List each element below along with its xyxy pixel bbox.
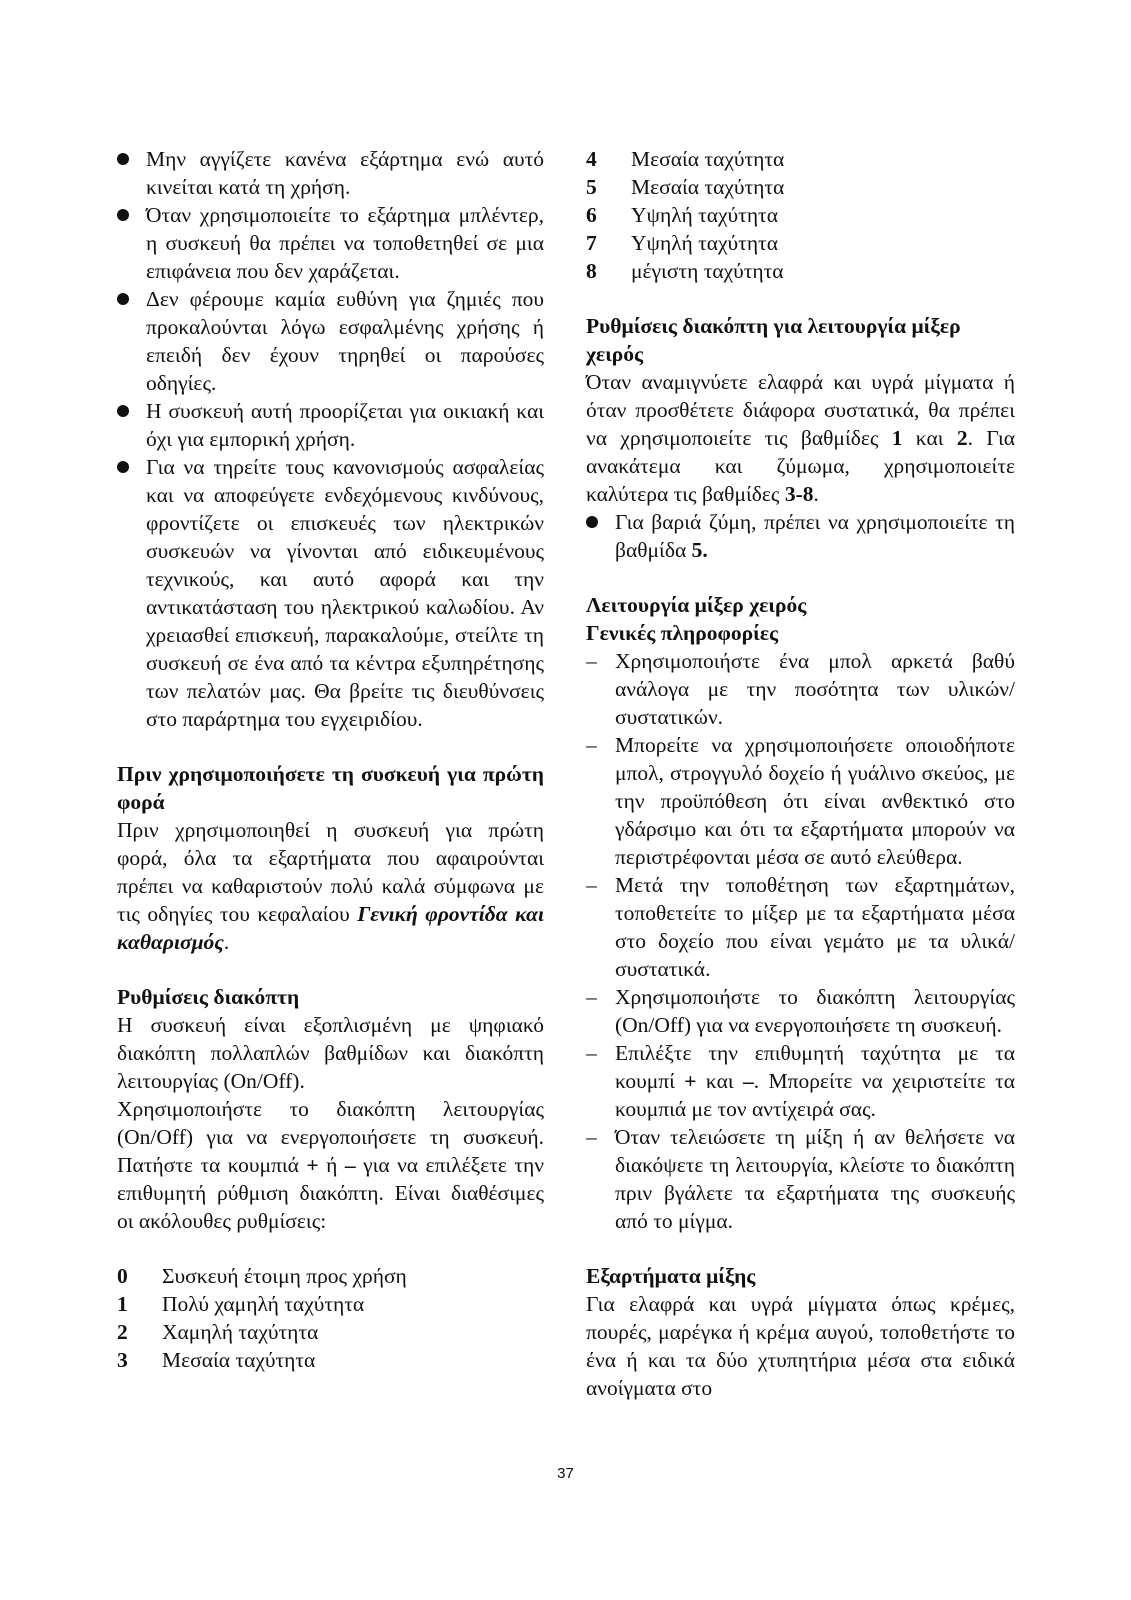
speed-setting: 6 Υψηλή ταχύτητα [586, 203, 778, 227]
dash-icon: – [586, 733, 597, 757]
bullet-dot-icon [117, 461, 129, 473]
speed-settings-list [117, 1262, 544, 1374]
bullet-item: Για να τηρείτε τους κανονισμούς ασφαλείας και να αποφεύγετε ενδεχόμενους κινδύνους, φροντίζετε οι επισκευές των ηλεκτρικών συσκευών να γίνονται από ειδικευμένους τεχνικούς, και αυτό αφορά και την αντικατάσταση του ηλεκτρικού καλωδίου. Αν χρειασθεί επισκευή, παρακαλούμε, στείλτε τη συσκευή σε ένα από τα κέντρα εξυπηρέτησης των πελατών μας. Θα βρείτε τις διευθύνσεις στο παράρτημα του εγχειριδίου. [117, 453, 544, 733]
bullet-item: Δεν φέρουμε καμία ευθύνη για ζημιές που προκαλούνται λόγω εσφαλμένης χρήσης ή επειδή δεν έχουν τηρηθεί οι παρούσες οδηγίες. [117, 285, 544, 397]
right-column [586, 145, 1015, 1402]
speed-settings-list-continued [586, 145, 1015, 285]
dash-icon: – [586, 1125, 597, 1149]
list-item: – Όταν τελειώσετε τη μίξη ή αν θελήσετε να διακόψετε τη λειτουργία, κλείστε το διακόπτη πριν βγάλετε τα εξαρτήματα της συσκευής από το μίγμα. [586, 1125, 1015, 1233]
bullet-item: Για βαριά ζύμη, πρέπει να χρησιμοποιείτε τη βαθμίδα 5. [586, 508, 1015, 564]
list-item: – Χρησιμοποιήστε το διακόπτη λειτουργίας (On/Off) για να ενεργοποιήσετε τη συσκευή. [586, 985, 1015, 1037]
speed-setting: 0 Συσκευή έτοιμη προς χρήση [117, 1264, 407, 1288]
bullet-dot-icon [117, 153, 129, 165]
dash-icon: – [586, 1041, 597, 1065]
chapter-reference: Γενική φροντίδα και καθαρισμός [117, 902, 544, 954]
bullet-dot-icon [117, 405, 129, 417]
list-item: – Χρησιμοποιήστε ένα μπολ αρκετά βαθύ ανάλογα με την ποσότητα των υλικών/συστατικών. [586, 649, 1015, 729]
operation-list [586, 647, 1015, 1235]
safety-bullets [117, 145, 544, 733]
first-use-heading: Πριν χρησιμοποιήσετε τη συσκευή για πρώτη φορά [117, 762, 544, 814]
list-item: – Μπορείτε να χρησιμοποιήσετε οποιοδήποτε μπολ, στρογγυλό δοχείο ή γυάλινο σκεύος, με την προϋπόθεση ότι είναι ανθεκτικό στο γδάρσιμο και ότι τα εξαρτήματα μπορούν να περιστρέφονται μέσα σε αυτό ελεύθερα. [586, 733, 1015, 869]
bullet-item: Μην αγγίζετε κανένα εξάρτημα ενώ αυτό κινείται κατά τη χρήση. [117, 145, 544, 201]
dash-icon: – [586, 985, 597, 1009]
left-column [117, 145, 544, 1374]
dash-icon: – [586, 649, 597, 673]
speed-setting: 2 Χαμηλή ταχύτητα [117, 1320, 319, 1344]
mixer-settings-heading: Ρυθμίσεις διακόπτη για λειτουργία μίξερ χειρός [586, 314, 961, 366]
bullet-item: Όταν χρησιμοποιείτε το εξάρτημα μπλέντερ, η συσκευή θα πρέπει να τοποθετηθεί σε μια επιφάνεια που δεν χαράζεται. [117, 201, 544, 285]
speed-setting: 4 Μεσαία ταχύτητα [586, 147, 785, 171]
bullet-dot-icon [586, 516, 598, 528]
bullet-dot-icon [117, 209, 129, 221]
heavy-dough-bullet [586, 508, 1015, 564]
speed-setting: 8 μέγιστη ταχύτητα [586, 259, 784, 283]
general-info-heading: Γενικές πληροφορίες [586, 621, 779, 645]
list-item: – Μετά την τοποθέτηση των εξαρτημάτων, τοποθετείτε το μίξερ με τα εξαρτήματα μέσα στο δοχείο που είναι γεμάτο με τα υλικά/συστατικά. [586, 873, 1015, 981]
speed-setting: 1 Πολύ χαμηλή ταχύτητα [117, 1292, 365, 1316]
accessories-heading: Εξαρτήματα μίξης [586, 1264, 756, 1288]
switch-settings-heading: Ρυθμίσεις διακόπτη [117, 985, 300, 1009]
speed-setting: 7 Υψηλή ταχύτητα [586, 231, 778, 255]
bullet-dot-icon [117, 293, 129, 305]
accessories-paragraph: Για ελαφρά και υγρά μίγματα όπως κρέμες, πουρές, μαρέγκα ή κρέμα αυγού, τοποθετήστε το ένα ή και τα δύο χτυπητήρια μέσα στα ειδικά ανοίγματα στο [586, 1292, 1015, 1400]
first-use-paragraph: Πριν χρησιμοποιηθεί η συσκευή για πρώτη φορά, όλα τα εξαρτήματα που αφαιρούνται πρέπει να καθαριστούν πολύ καλά σύμφωνα με τις οδηγίες του κεφαλαίου Γενική φροντίδα και καθαρισμός. [117, 818, 544, 954]
switch-paragraph-2: Χρησιμοποιήστε το διακόπτη λειτουργίας (On/Off) για να ενεργοποιήσετε τη συσκευή. Πατήστε τα κουμπιά + ή – για να επιλέξετε την επιθυμητή ρύθμιση διακόπτη. Είναι διαθέσιμες οι ακόλουθες ρυθμίσεις: [117, 1097, 544, 1233]
dash-icon: – [586, 873, 597, 897]
list-item: – Επιλέξτε την επιθυμητή ταχύτητα με τα κουμπί + και –. Μπορείτε να χειριστείτε τα κουμπιά με τον αντίχειρά σας. [586, 1041, 1015, 1121]
speed-setting: 5 Μεσαία ταχύτητα [586, 175, 785, 199]
page-number: 37 [557, 1465, 574, 1482]
mixer-settings-paragraph: Όταν αναμιγνύετε ελαφρά και υγρά μίγματα ή όταν προσθέτετε διάφορα συστατικά, θα πρέπει να χρησιμοποιείτε τις βαθμίδες 1 και 2. Για ανακάτεμα και ζύμωμα, χρησιμοποιείτε καλύτερα τις βαθμίδες 3-8. [586, 370, 1015, 506]
operation-heading: Λειτουργία μίξερ χειρός [586, 593, 807, 617]
speed-setting: 3 Μεσαία ταχύτητα [117, 1348, 316, 1372]
switch-paragraph-1: Η συσκευή είναι εξοπλισμένη με ψηφιακό διακόπτη πολλαπλών βαθμίδων και διακόπτη λειτουργίας (On/Off). [117, 1013, 544, 1093]
bullet-item: Η συσκευή αυτή προορίζεται για οικιακή και όχι για εμπορική χρήση. [117, 397, 544, 453]
